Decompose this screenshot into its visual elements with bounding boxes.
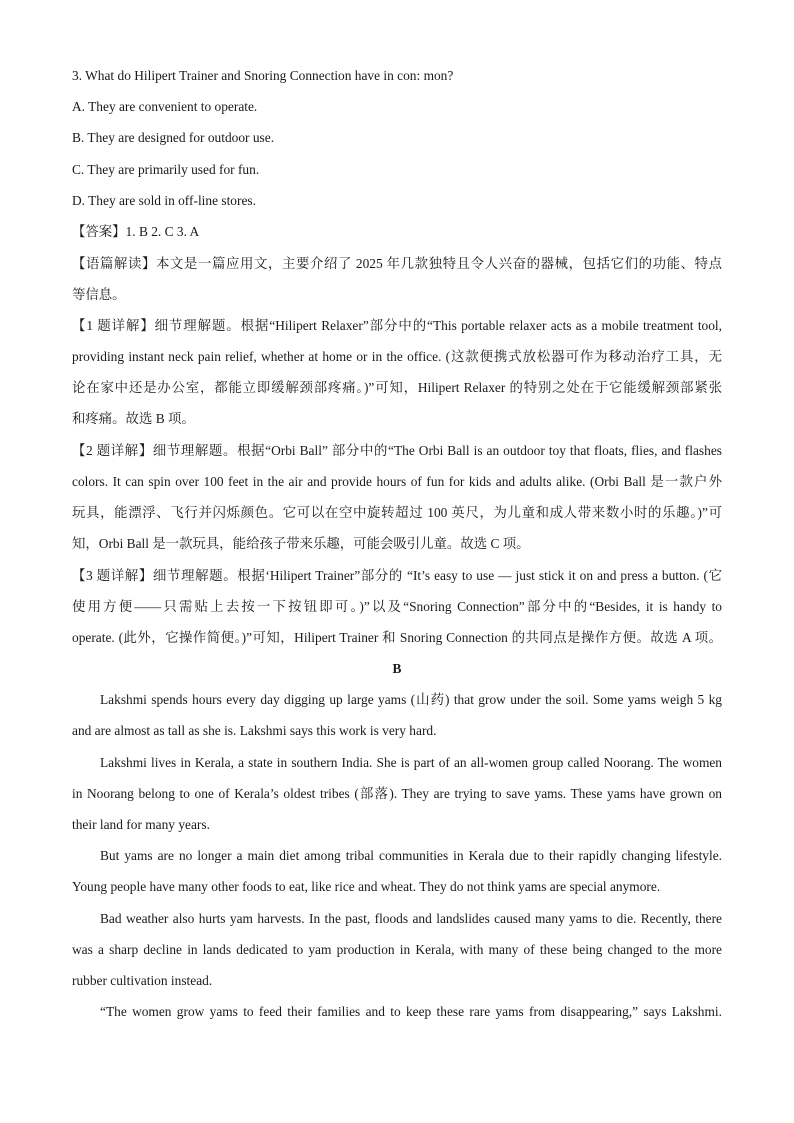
option-a: A. They are convenient to operate.: [72, 99, 258, 114]
q3-explanation-line: 使用方便——只需贴上去按一下按钮即可。)”以及“Snoring Connection”部分中的“Besides, it is handy to: [72, 599, 722, 614]
q2-explanation-line: 【2 题详解】细节理解题。根据“Orbi Ball” 部分中的“The Orbi Ball is an outdoor toy that floats, flies, and flashes: [72, 443, 722, 458]
q2-explanation-line: 知，Orbi Ball 是一款玩具，能给孩子带来乐趣，可能会吸引儿童。故选 C 项。: [72, 536, 530, 551]
answer-line: 【答案】1. B 2. C 3. A: [72, 224, 200, 239]
section-heading: B: [392, 661, 402, 676]
passage-analysis-line: 等信息。: [72, 287, 126, 302]
option-b: B. They are designed for outdoor use.: [72, 130, 275, 145]
option-d: D. They are sold in off-line stores.: [72, 193, 256, 208]
passage-paragraph-line: their land for many years.: [72, 817, 210, 832]
q3-explanation-line: 【3 题详解】细节理解题。根据‘Hilipert Trainer”部分的 “It’s easy to use — just stick it on and press a button. (它: [72, 568, 722, 583]
q3-explanation-line: operate. (此外，它操作简便。)”可知，Hilipert Trainer 和 Snoring Connection 的共同点是操作方便。故选 A 项。: [72, 630, 722, 645]
passage-paragraph-line: and are almost as tall as she is. Lakshmi says this work is very hard.: [72, 723, 437, 738]
passage-analysis-line: 【语篇解读】本文是一篇应用文，主要介绍了 2025 年几款独特且令人兴奋的器械，包括它们的功能、特点: [72, 256, 722, 271]
passage-paragraph-line: Lakshmi lives in Kerala, a state in southern India. She is part of an all-women group called Noorang. The women: [100, 755, 722, 770]
passage-paragraph-line: Lakshmi spends hours every day digging up large yams (山药) that grow under the soil. Some yams weigh 5 kg: [100, 692, 722, 707]
passage-paragraph-line: in Noorang belong to one of Kerala’s oldest tribes (部落). They are trying to save yams. These yams have grown on: [72, 786, 722, 801]
passage-paragraph-line: Bad weather also hurts yam harvests. In the past, floods and landslides caused many yams to die. Recently, there: [100, 911, 722, 926]
option-c: C. They are primarily used for fun.: [72, 162, 260, 177]
q1-explanation-line: 和疼痛。故选 B 项。: [72, 411, 195, 426]
question-3-stem: 3. What do Hilipert Trainer and Snoring Connection have in con: mon?: [72, 68, 454, 83]
q1-explanation-line: 论在家中还是办公室，都能立即缓解颈部疼痛。)”可知，Hilipert Relaxer 的特别之处在于它能缓解颈部紧张: [72, 380, 722, 395]
passage-paragraph-line: But yams are no longer a main diet among tribal communities in Kerala due to their rapidly changing lifestyle.: [100, 848, 722, 863]
q2-explanation-line: colors. It can spin over 100 feet in the air and provide hours of fun for kids and adults alike. (Orbi Ball 是一款户外: [72, 474, 722, 489]
passage-paragraph-line: was a sharp decline in lands dedicated to yam production in Kerala, with many of these being changed to the more: [72, 942, 722, 957]
q1-explanation-line: providing instant neck pain relief, whether at home or in the office. (这款便携式放松器可作为移动治疗工具，无: [72, 349, 722, 364]
passage-paragraph-line: “The women grow yams to feed their families and to keep these rare yams from disappearing,” says Lakshmi.: [100, 1004, 722, 1019]
q2-explanation-line: 玩具，能漂浮、飞行并闪烁颜色。它可以在空中旋转超过 100 英尺，为儿童和成人带来数小时的乐趣。)”可: [72, 505, 722, 520]
q1-explanation-line: 【1 题详解】细节理解题。根据“Hilipert Relaxer”部分中的“This portable relaxer acts as a mobile treatment tool,: [72, 318, 722, 333]
passage-paragraph-line: rubber cultivation instead.: [72, 973, 213, 988]
passage-paragraph-line: Young people have many other foods to eat, like rice and wheat. They do not think yams are special anymore.: [72, 879, 661, 894]
